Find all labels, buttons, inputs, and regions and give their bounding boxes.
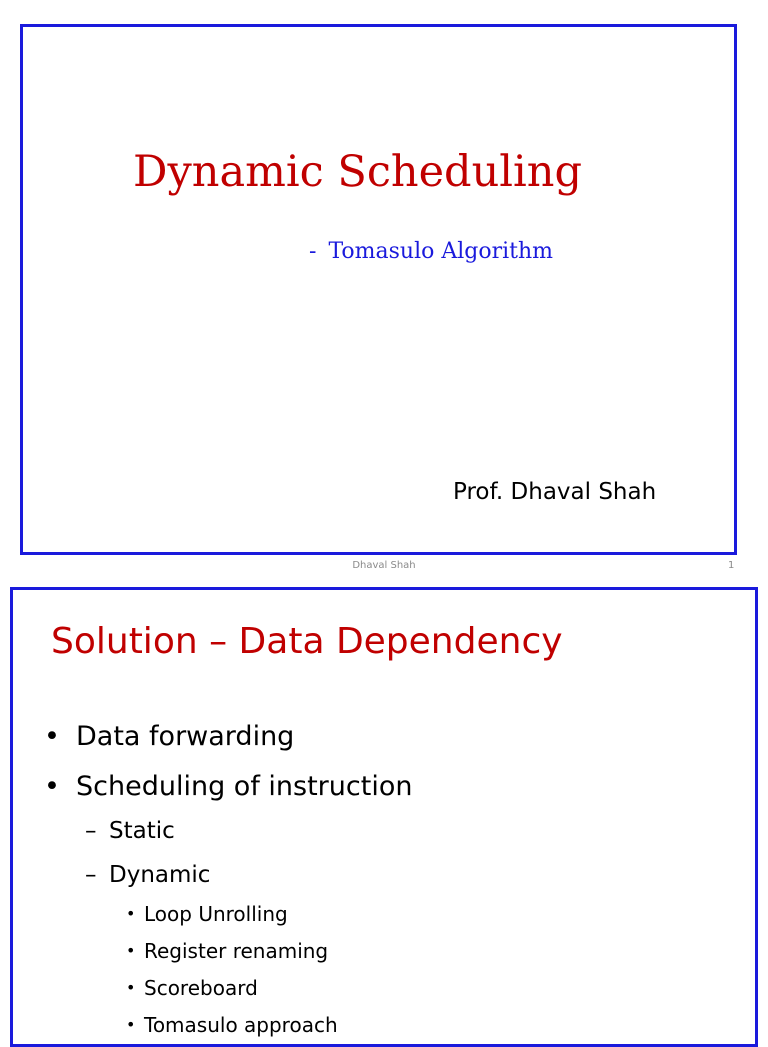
footer-page-number: 1 (728, 560, 735, 571)
list-item-text: Tomasulo approach (144, 1013, 338, 1037)
list-item (126, 978, 258, 998)
list-item-text: Register renaming (144, 939, 329, 963)
dash-marker: – (85, 818, 97, 844)
bullet-marker: • (126, 978, 136, 997)
list-item-text: Static (109, 818, 175, 844)
slide-subtitle (309, 241, 553, 263)
list-item (85, 864, 210, 887)
list-item (85, 820, 175, 843)
author-name: Prof. Dhaval Shah (453, 479, 657, 505)
bullet-marker: • (126, 1015, 136, 1034)
list-item (126, 904, 288, 924)
list-item-text: Data forwarding (76, 721, 295, 752)
dash-marker: – (85, 862, 97, 888)
list-item-text: Dynamic (109, 862, 211, 888)
bullet-marker: • (44, 771, 60, 802)
bullet-marker: • (44, 721, 60, 752)
list-item-text: Loop Unrolling (144, 902, 288, 926)
footer-author: Dhaval Shah (352, 560, 416, 571)
bullet-marker: • (126, 904, 136, 923)
list-item (126, 941, 328, 961)
list-item (126, 1015, 338, 1035)
list-item-text: Scheduling of instruction (76, 771, 413, 802)
subtitle-text: Tomasulo Algorithm (328, 239, 554, 264)
slide-title: Solution – Data Dependency (51, 621, 563, 662)
slide-title: Dynamic Scheduling (133, 147, 583, 197)
list-item (44, 773, 412, 800)
content-slide (10, 587, 758, 1047)
list-item (44, 723, 294, 750)
bullet-marker: • (126, 941, 136, 960)
subtitle-dash: - (309, 239, 317, 264)
title-slide (20, 24, 737, 555)
list-item-text: Scoreboard (144, 976, 258, 1000)
